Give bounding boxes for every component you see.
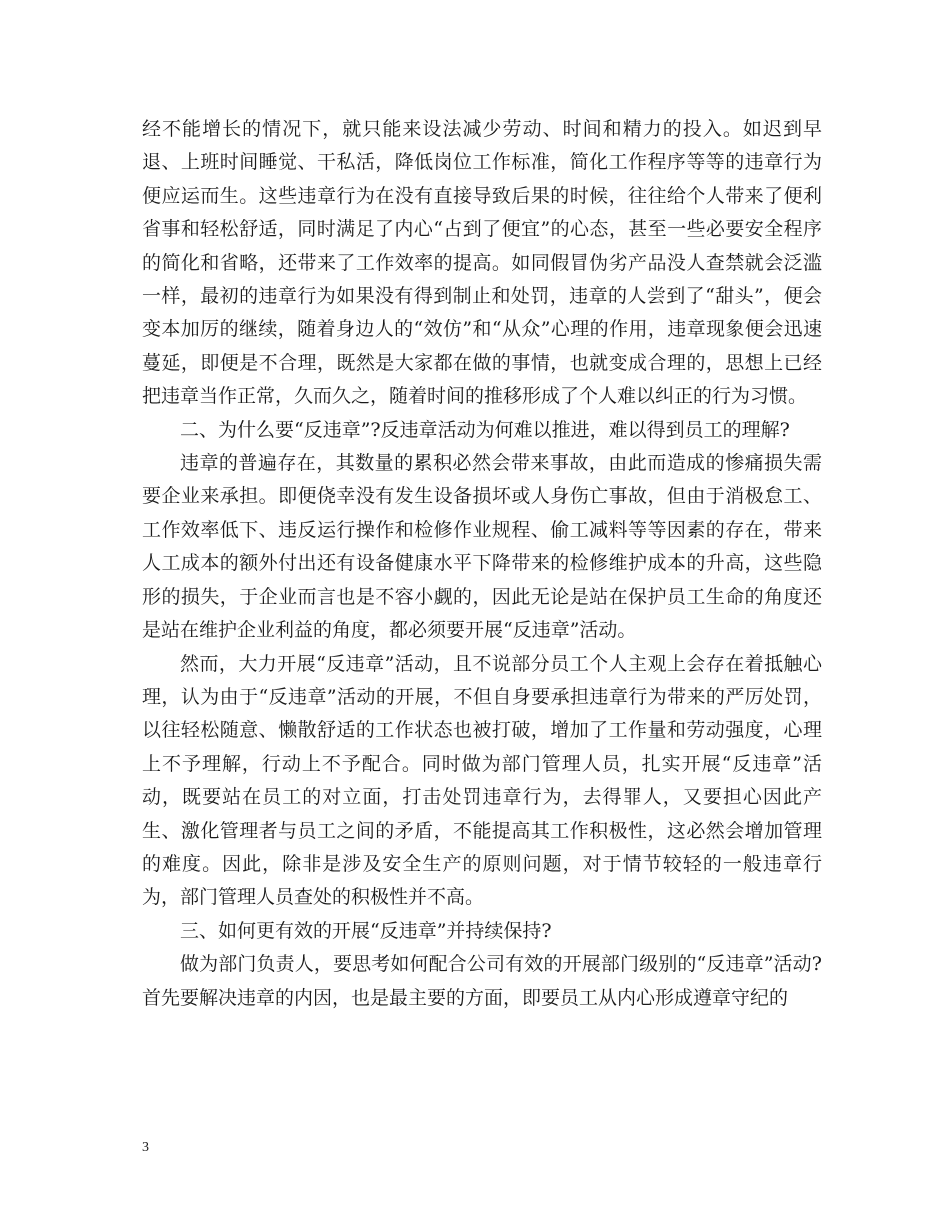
section-heading-2: 二、为什么要“反违章”?反违章活动为何难以推进，难以得到员工的理解? [180,418,790,441]
page-number: 3 [142,1140,149,1155]
paragraph: 违章的普遍存在，其数量的累积必然会带来事故，由此而造成的惨痛损失需要企业来承担。即便侥幸没有发生设备损坏或人身伤亡事故，但由于消极怠工、工作效率低下、违反运行操作和检修作业规程、偷工减料等等因素的存在，带来人工成本的额外付出还有设备健康水平下降带来的检修维护成本的升高，这些隐形的损失，于企业而言也是不容小觑的，因此无论是站在保护员工生命的角度还是站在维护企业利益的角度，都必须要开展“反违章”活动。 [142,452,822,642]
paragraph-continued: 经不能增长的情况下，就只能来设法减少劳动、时间和精力的投入。如迟到早退、上班时间睡觉、干私活，降低岗位工作标准，简化工作程序等等的违章行为便应运而生。这些违章行为在没有直接导致后果的时候，往往给个人带来了便利省事和轻松舒适，同时满足了内心“占到了便宜”的心态，甚至一些必要安全程序的简化和省略，还带来了工作效率的提高。如同假冒伪劣产品没人查禁就会泛滥一样，最初的违章行为如果没有得到制止和处罚，违章的人尝到了“甜头”，便会变本加厉的继续，随着身边人的“效仿”和“从众”心理的作用，违章现象便会迅速蔓延，即便是不合理，既然是大家都在做的事情，也就变成合理的，思想上已经把违章当作正常，久而久之，随着时间的推移形成了个人难以纠正的行为习惯。 [142,118,822,408]
paragraph: 做为部门负责人，要思考如何配合公司有效的开展部门级别的“反违章”活动?首先要解决违章的内因，也是最主要的方面，即要员工从内心形成遵章守纪的 [142,953,822,1009]
document-body [142,113,822,1015]
section-heading-3: 三、如何更有效的开展“反违章”并持续保持? [180,919,552,942]
paragraph: 然而，大力开展“反违章”活动，且不说部分员工个人主观上会存在着抵触心理，认为由于“反违章”活动的开展，不但自身要承担违章行为带来的严厉处罚，以往轻松随意、懒散舒适的工作状态也被打破，增加了工作量和劳动强度，心理上不予理解，行动上不予配合。同时做为部门管理人员，扎实开展“反违章”活动，既要站在员工的对立面，打击处罚违章行为，去得罪人，又要担心因此产生、激化管理者与员工之间的矛盾，不能提高其工作积极性，这必然会增加管理的难度。因此，除非是涉及安全生产的原则问题，对于情节较轻的一般违章行为，部门管理人员查处的积极性并不高。 [142,652,822,909]
